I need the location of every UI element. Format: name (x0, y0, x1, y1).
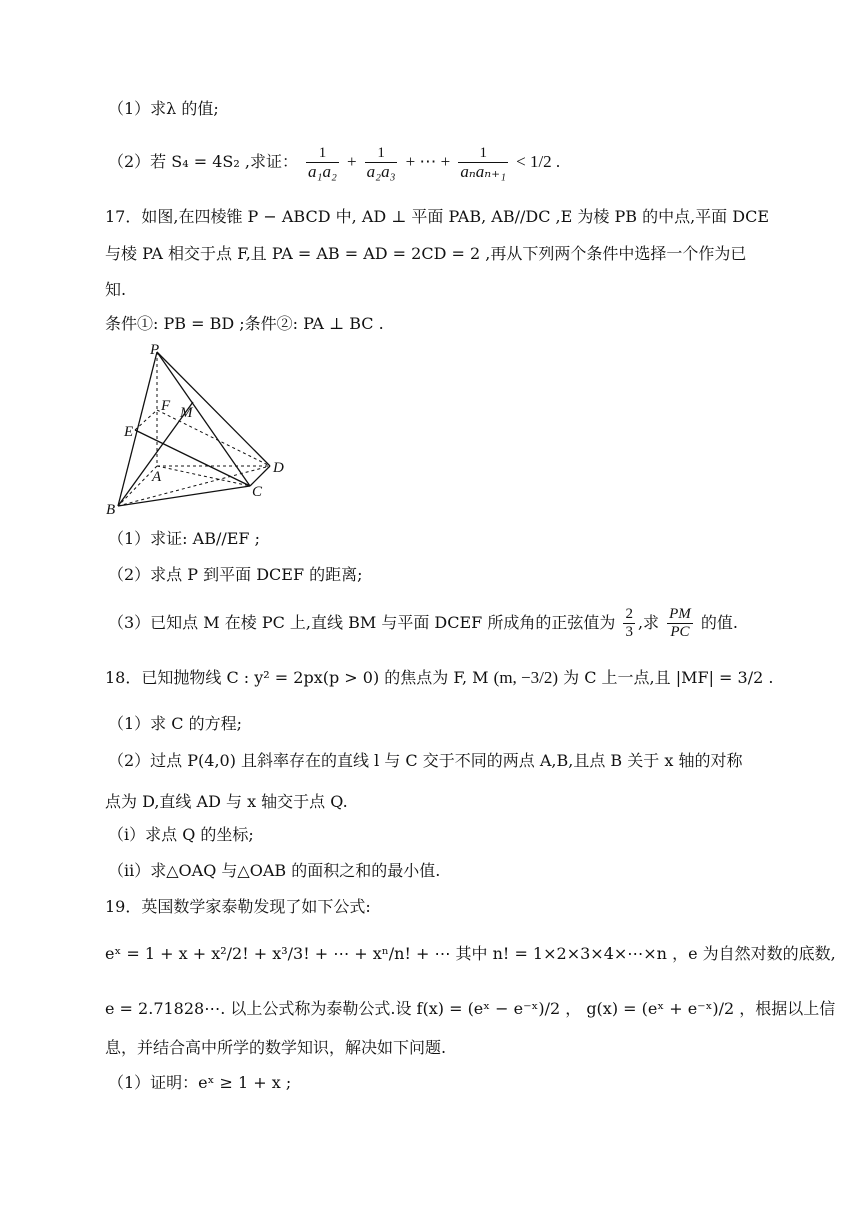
label-F: F (161, 398, 171, 414)
q19-definitions: e = 2.71828⋯. 以上公式称为泰勒公式.设 f(x) = (eˣ − e⁻ˣ)/2 ， g(x) = (eˣ + e⁻ˣ)/2 ，根据以上信 (105, 999, 836, 1018)
fraction-3: $\frac{1}{\text{aₙaₙ₊₁}}$ (460, 145, 507, 181)
label-P: P (150, 342, 160, 358)
q16-part2-lead: （2）若 S₄ = 4S₂ ,求证： (108, 152, 298, 171)
q18-part2-ii: （ii）求△OAQ 与△OAB 的面积之和的最小值. (108, 861, 441, 880)
q18-part1: （1）求 C 的方程; (108, 714, 242, 733)
label-B: B (106, 502, 116, 518)
fraction-1: $\frac{1}{\text{a₁a₂}}$ (308, 145, 337, 181)
q17-part1: （1）求证: AB//EF ; (108, 529, 261, 548)
q18-head: 18．已知抛物线 C : y² = 2px(p > 0) 的焦点为 F, M (m, −3/2) 为 C 上一点,且 |MF| = 3/2 . (105, 668, 774, 687)
q19-instruction: 息，并结合高中所学的数学知识，解决如下问题. (105, 1038, 447, 1057)
label-E: E (124, 424, 134, 440)
q17-line1: 17．如图,在四棱锥 P − ABCD 中, AD ⊥ 平面 PAB, AB//DC ,E 为棱 PB 的中点,平面 DCE (105, 207, 770, 226)
fraction-2: $\frac{1}{\text{a₂a₃}}$ (366, 145, 396, 181)
pyramid-figure (100, 338, 300, 518)
inequality-rhs: < 1/2 . (516, 152, 561, 171)
q18-part2-cont: 点为 D,直线 AD 与 x 轴交于点 Q. (105, 792, 348, 811)
q19-taylor-formula: eˣ = 1 + x + x²/2! + x³/3! + ⋯ + xⁿ/n! + ⋯ 其中 n! = 1×2×3×4×⋯×n ，e 为自然对数的底数, (105, 944, 836, 963)
label-A: A (152, 469, 162, 485)
label-C: C (252, 484, 263, 500)
q18-part2-i: （i）求点 Q 的坐标; (108, 825, 254, 844)
q16-part2: （2）若 S₄ = 4S₂ ,求证： $\frac{1}{\text{a₁a₂}}$ + $\frac{1}{\text{a₂a₃}}$ + ⋯ + $\frac{1}{\text{aₙaₙ₊₁}}$ < 1/2 . (108, 145, 561, 181)
q19-part1: （1）证明：eˣ ≥ 1 + x ; (108, 1073, 292, 1092)
q16-part1: （1）求λ 的值; (108, 99, 219, 118)
q17-line2: 与棱 PA 相交于点 F,且 PA = AB = AD = 2CD = 2 ,再从下列两个条件中选择一个作为已 (105, 244, 747, 263)
label-M: M (180, 405, 193, 421)
q17-part2: （2）求点 P 到平面 DCEF 的距离; (108, 565, 363, 584)
edge-AC (157, 466, 250, 486)
label-D: D (273, 460, 284, 476)
q18-part2: （2）过点 P(4,0) 且斜率存在的直线 l 与 C 交于不同的两点 A,B,且点 B 关于 x 轴的对称 (108, 751, 743, 770)
segment-FD (157, 410, 270, 466)
q19-head: 19．英国数学家泰勒发现了如下公式: (105, 897, 371, 916)
q17-line3: 知. (105, 280, 127, 299)
q17-conditions: 条件①: PB = BD ;条件②: PA ⊥ BC . (105, 314, 384, 333)
q17-part3: （3）已知点 M 在棱 PC 上,直线 BM 与平面 DCEF 所成角的正弦值为 $\frac{2}{3}$ ,求 $\frac{PM}{PC}$ 的值. (108, 606, 738, 640)
